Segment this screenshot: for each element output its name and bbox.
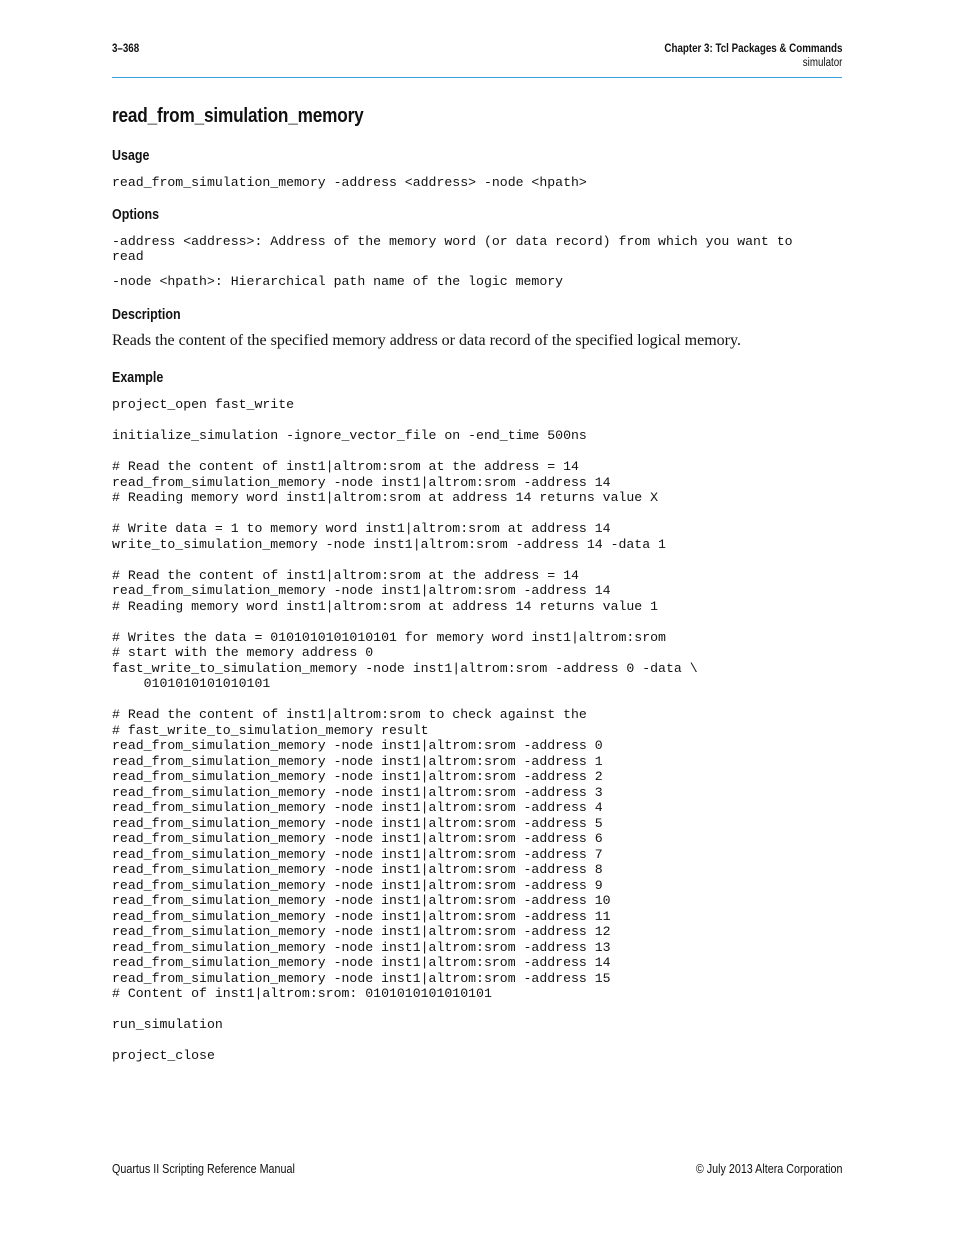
code-line: # Content of inst1|altrom:srom: 0101010101010101	[112, 986, 492, 1001]
code-line	[112, 413, 698, 429]
code-line: initialize_simulation -ignore_vector_file on -end_time 500ns	[112, 428, 587, 443]
section-name: simulator	[802, 57, 842, 69]
code-line: project_close	[112, 1048, 215, 1063]
code-line	[112, 692, 698, 708]
code-line: read_from_simulation_memory -node inst1|altrom:srom -address 14	[112, 474, 611, 490]
example-heading: Example	[112, 370, 164, 386]
code-line: # Read the content of inst1|altrom:srom at the address = 14	[112, 459, 579, 474]
code-line: # Write data = 1 to memory word inst1|altrom:srom at address 14	[112, 521, 611, 536]
code-line: # Read the content of inst1|altrom:srom at the address = 14	[112, 567, 579, 583]
code-line: read_from_simulation_memory -node inst1|altrom:srom -address 8	[112, 862, 603, 877]
description-text: Reads the content of the specified memory address or data record of the specified logical memory.	[112, 332, 741, 349]
code-line: run_simulation	[112, 1017, 223, 1032]
footer-copyright: © July 2013 Altera Corporation	[695, 1162, 842, 1176]
option-address-continued: read	[112, 249, 144, 264]
options-heading: Options	[112, 207, 160, 223]
code-line: read_from_simulation_memory -node inst1|altrom:srom -address 13	[112, 939, 611, 955]
code-line: read_from_simulation_memory -node inst1|altrom:srom -address 15	[112, 970, 611, 986]
code-line: read_from_simulation_memory -node inst1|altrom:srom -address 4	[112, 800, 603, 815]
code-line: read_from_simulation_memory -node inst1|altrom:srom -address 0	[112, 738, 603, 753]
code-line: read_from_simulation_memory -node inst1|altrom:srom -address 12	[112, 924, 611, 939]
code-line: # fast_write_to_simulation_memory result	[112, 722, 429, 738]
example-code-block	[112, 397, 698, 1064]
code-line: # Read the content of inst1|altrom:srom to check against the	[112, 707, 587, 722]
footer-manual-title: Quartus II Scripting Reference Manual	[112, 1162, 295, 1176]
code-line: read_from_simulation_memory -node inst1|altrom:srom -address 9	[112, 877, 603, 893]
usage-syntax: read_from_simulation_memory -address <address> -node <hpath>	[112, 175, 587, 190]
code-line	[112, 506, 698, 522]
code-line: 0101010101010101	[112, 676, 271, 691]
page-title: read_from_simulation_memory	[112, 105, 364, 127]
code-line	[112, 552, 698, 568]
code-line: # Reading memory word inst1|altrom:srom at address 14 returns value 1	[112, 598, 659, 614]
code-line: # Reading memory word inst1|altrom:srom at address 14 returns value X	[112, 490, 659, 505]
code-line: read_from_simulation_memory -node inst1|altrom:srom -address 6	[112, 831, 603, 846]
code-line	[112, 444, 698, 460]
code-line: read_from_simulation_memory -node inst1|altrom:srom -address 14	[112, 583, 611, 598]
code-line: read_from_simulation_memory -node inst1|altrom:srom -address 10	[112, 893, 611, 908]
code-line: # start with the memory address 0	[112, 645, 374, 660]
header-rule	[112, 77, 842, 78]
code-line: read_from_simulation_memory -node inst1|altrom:srom -address 14	[112, 955, 611, 970]
code-line: write_to_simulation_memory -node inst1|altrom:srom -address 14 -data 1	[112, 536, 666, 552]
chapter-title: Chapter 3: Tcl Packages & Commands	[663, 43, 842, 55]
code-line: read_from_simulation_memory -node inst1|altrom:srom -address 2	[112, 769, 603, 784]
running-header	[633, 43, 842, 69]
code-line: # Writes the data = 0101010101010101 for memory word inst1|altrom:srom	[112, 629, 666, 645]
code-line	[112, 1033, 698, 1049]
page-number: 3–368	[112, 43, 140, 55]
code-line: read_from_simulation_memory -node inst1|altrom:srom -address 7	[112, 846, 603, 862]
code-line: read_from_simulation_memory -node inst1|altrom:srom -address 11	[112, 908, 611, 924]
code-line: project_open fast_write	[112, 397, 295, 412]
code-line	[112, 614, 698, 630]
code-line	[112, 1002, 698, 1018]
option-node: -node <hpath>: Hierarchical path name of the logic memory	[112, 274, 564, 289]
description-heading: Description	[112, 307, 181, 323]
usage-heading: Usage	[112, 148, 150, 164]
option-address: -address <address>: Address of the memory word (or data record) from which you want to	[112, 234, 793, 249]
code-line: read_from_simulation_memory -node inst1|altrom:srom -address 3	[112, 784, 603, 800]
code-line: read_from_simulation_memory -node inst1|altrom:srom -address 5	[112, 815, 603, 831]
code-line: fast_write_to_simulation_memory -node inst1|altrom:srom -address 0 -data \	[112, 660, 698, 676]
code-line: read_from_simulation_memory -node inst1|altrom:srom -address 1	[112, 753, 603, 769]
